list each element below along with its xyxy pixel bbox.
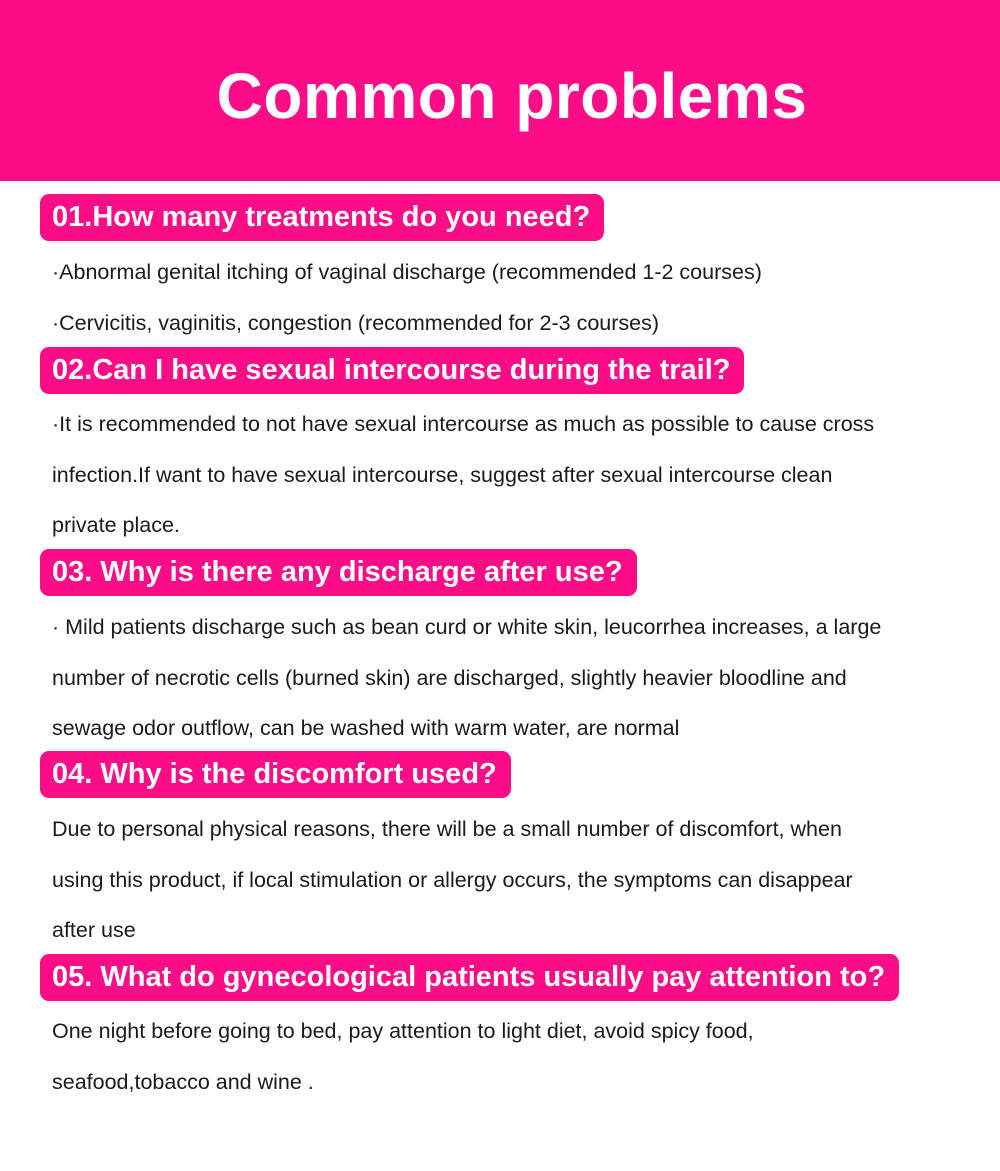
faq-answer-line: using this product, if local stimulation or allergy occurs, the symptoms can disappear — [52, 867, 853, 892]
faq-answer-4 — [52, 804, 982, 956]
faq-question-1: 01.How many treatments do you need? — [40, 194, 604, 241]
faq-answer-line: · Mild patients discharge such as bean curd or white skin, leucorrhea increases, a large — [52, 615, 882, 639]
faq-question-2: 02.Can I have sexual intercourse during the trail? — [40, 347, 744, 394]
faq-answer-1 — [52, 247, 982, 348]
faq-question-4: 04. Why is the discomfort used? — [40, 751, 511, 798]
faq-answer-line: after use — [52, 918, 136, 942]
faq-answer-line: seafood,tobacco and wine . — [52, 1069, 314, 1094]
faq-answer-line: number of necrotic cells (burned skin) are discharged, slightly heavier bloodline and — [52, 665, 847, 690]
faq-answer-2 — [52, 399, 982, 551]
faq-answer-line: One night before going to bed, pay attention to light diet, avoid spicy food, — [52, 1019, 754, 1043]
faq-answer-3 — [52, 602, 982, 754]
faq-question-3: 03. Why is there any discharge after use? — [40, 549, 637, 596]
faq-answer-5 — [52, 1006, 982, 1107]
faq-answer-line: Due to personal physical reasons, there will be a small number of discomfort, when — [52, 817, 842, 841]
faq-answer-line: ·It is recommended to not have sexual intercourse as much as possible to cause cross — [52, 412, 875, 436]
faq-answer-line: infection.If want to have sexual intercourse, suggest after sexual intercourse clean — [52, 462, 833, 487]
faq-answer-line: sewage odor outflow, can be washed with warm water, are normal — [52, 716, 680, 740]
faq-answer-line: ·Cervicitis, vaginitis, congestion (recommended for 2-3 courses) — [52, 310, 660, 335]
faq-answer-line: ·Abnormal genital itching of vaginal discharge (recommended 1-2 courses) — [52, 260, 762, 284]
faq-question-5: 05. What do gynecological patients usually pay attention to? — [40, 954, 899, 1001]
faq-answer-line: private place. — [52, 513, 180, 537]
page-title: Common problems — [216, 60, 808, 132]
title-banner — [0, 0, 1000, 181]
